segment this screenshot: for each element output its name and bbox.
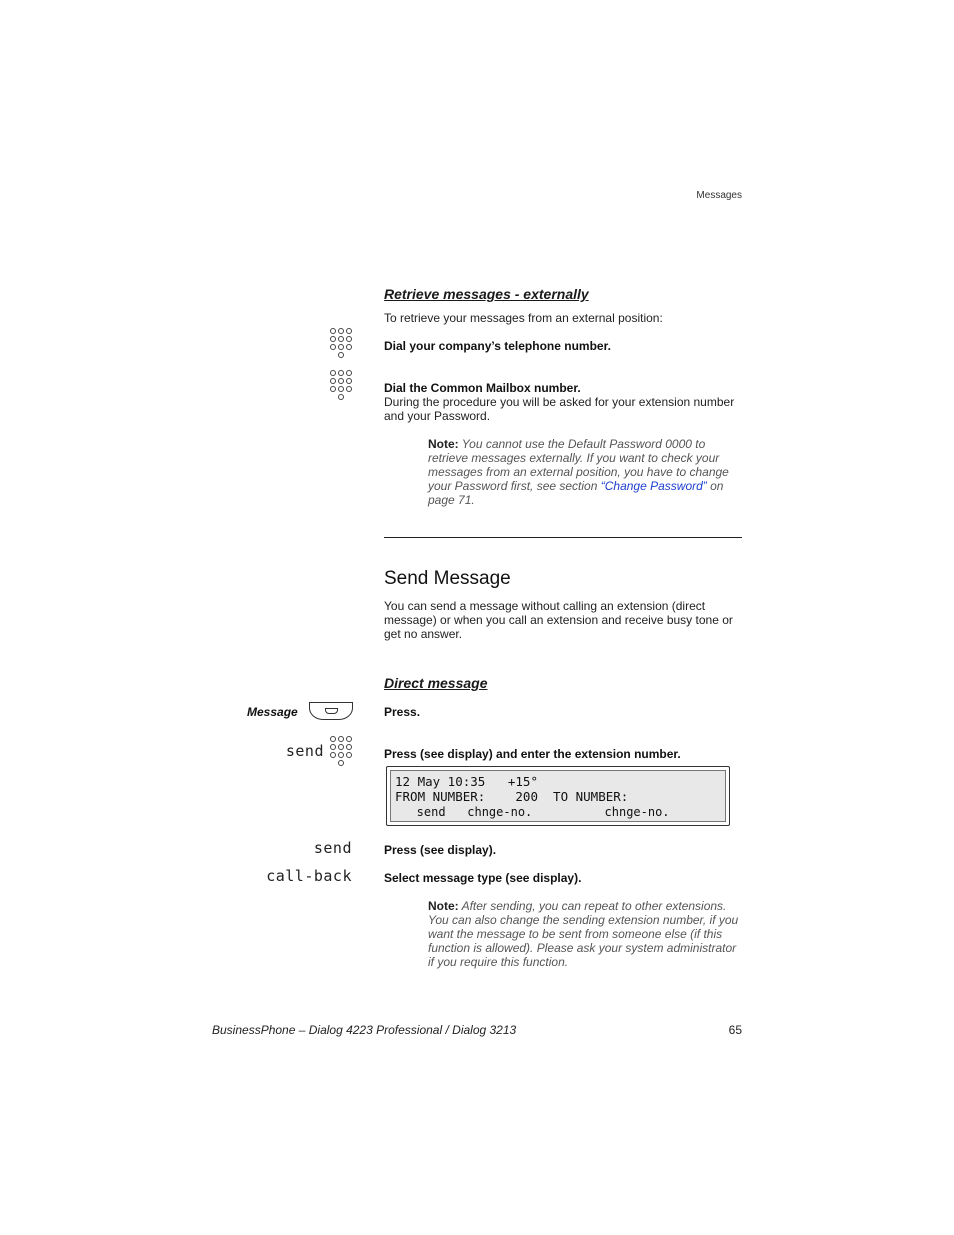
note-line: if you require this function. [428, 955, 569, 969]
note-line: page 71. [428, 493, 475, 507]
subsection-heading-direct: Direct message [384, 675, 488, 691]
send-display-label[interactable]: send [285, 742, 324, 760]
send-display-label[interactable]: send [313, 839, 352, 857]
note-password [428, 437, 748, 507]
step-dial-mailbox: Dial the Common Mailbox number. [384, 381, 581, 395]
section-divider [384, 537, 742, 538]
keypad-icon [330, 736, 354, 768]
note-line: want the message to be sent from someone else (if this [428, 927, 723, 941]
keypad-icon [330, 370, 354, 402]
step-detail-line: During the procedure you will be asked for your extension number [384, 395, 735, 409]
note-line: You can also change the sending extension number, if you [428, 913, 739, 927]
footer-title: BusinessPhone – Dialog 4223 Professional / Dialog 3213 [212, 1023, 517, 1037]
change-password-link[interactable]: “Change Password” [600, 479, 707, 493]
display-line-2: FROM NUMBER: 200 TO NUMBER: [395, 789, 629, 804]
step-dial-company: Dial your company’s telephone number. [384, 339, 611, 353]
page-number: 65 [728, 1023, 742, 1037]
note-label: Note: [428, 899, 459, 913]
send-intro-line: get no answer. [384, 627, 463, 641]
note-line: After sending, you can repeat to other extensions. [461, 899, 727, 913]
message-key-label: Message [247, 705, 298, 719]
step-press-display: Press (see display). [384, 843, 497, 857]
send-intro-line: message) or when you call an extension and receive busy tone or [384, 613, 733, 627]
display-line-3: send chnge-no. chnge-no. [395, 805, 670, 819]
step-press: Press. [384, 705, 421, 719]
note-line: function is allowed). Please ask your system administrator [428, 941, 737, 955]
subsection-heading-retrieve: Retrieve messages - externally [384, 286, 589, 302]
message-softkey-icon[interactable] [309, 702, 353, 720]
running-header: Messages [696, 190, 742, 201]
section-title: Send Message [384, 568, 511, 589]
send-intro-line: You can send a message without calling an extension (direct [384, 599, 706, 613]
note-line: your Password first, see section [428, 479, 601, 493]
note-line: messages from an external position, you have to change [428, 465, 729, 479]
step-select-type: Select message type (see display). [384, 871, 582, 885]
display-line-1: 12 May 10:35 +15° [395, 774, 538, 789]
note-line: on [706, 479, 724, 493]
step-detail-line: and your Password. [384, 409, 491, 423]
note-line: retrieve messages externally. If you want to check your [428, 451, 720, 465]
retrieve-intro: To retrieve your messages from an external position: [384, 311, 663, 325]
step-enter-extension: Press (see display) and enter the extension number. [384, 747, 681, 761]
keypad-icon [330, 328, 354, 360]
note-label: Note: [428, 437, 459, 451]
callback-display-label[interactable]: call-back [266, 867, 352, 885]
note-line: You cannot use the Default Password 0000 to [461, 437, 706, 451]
phone-display [386, 766, 730, 826]
note-sending [428, 899, 748, 969]
